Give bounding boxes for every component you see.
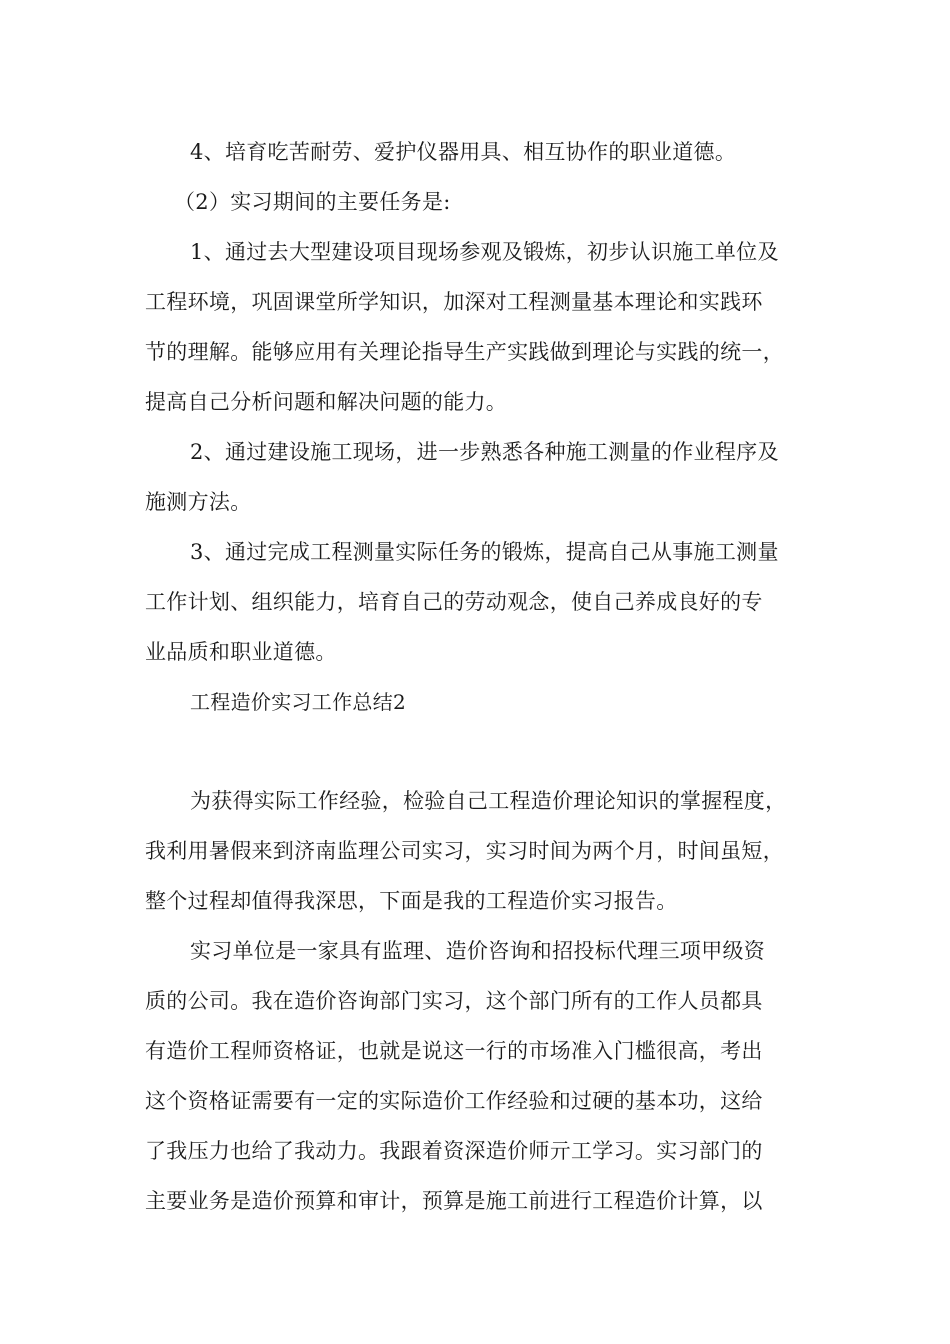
- text-line: 提高自己分析问题和解决问题的能力。: [145, 390, 508, 414]
- text-line: 工程环境，巩固课堂所学知识，加深对工程测量基本理论和实践环: [145, 290, 763, 314]
- text-line: 4、培育吃苦耐劳、爱护仪器用具、相互协作的职业道德。: [190, 140, 737, 164]
- text-line: 节的理解。能够应用有关理论指导生产实践做到理论与实践的统一，: [145, 340, 784, 364]
- text-line: 2、通过建设施工现场，进一步熟悉各种施工测量的作业程序及: [190, 440, 779, 464]
- text-line: 了我压力也给了我动力。我跟着资深造价师亓工学习。实习部门的: [145, 1139, 763, 1163]
- text-line: 这个资格证需要有一定的实际造价工作经验和过硬的基本功，这给: [145, 1089, 763, 1113]
- text-line: 工作计划、组织能力，培育自己的劳动观念，使自己养成良好的专: [145, 590, 763, 614]
- text-line: 施测方法。: [145, 490, 252, 514]
- text-line: 整个过程却值得我深思，下面是我的工程造价实习报告。: [145, 889, 678, 913]
- text-line: 我利用暑假来到济南监理公司实习，实习时间为两个月，时间虽短，: [145, 839, 784, 863]
- text-line: 3、通过完成工程测量实际任务的锻炼，提高自己从事施工测量: [190, 540, 779, 564]
- text-line: 质的公司。我在造价咨询部门实习，这个部门所有的工作人员都具: [145, 989, 763, 1013]
- text-line: （2）实习期间的主要任务是:: [174, 190, 451, 214]
- text-line: 业品质和职业道德。: [145, 640, 337, 664]
- text-line: 实习单位是一家具有监理、造价咨询和招投标代理三项甲级资: [190, 939, 766, 963]
- text-line: 1、通过去大型建设项目现场参观及锻炼，初步认识施工单位及: [190, 240, 779, 264]
- text-line: 有造价工程师资格证，也就是说这一行的市场准入门槛很高，考出: [145, 1039, 763, 1063]
- section-heading: 工程造价实习工作总结2: [190, 690, 407, 714]
- text-line: 主要业务是造价预算和审计，预算是施工前进行工程造价计算，以: [145, 1189, 763, 1213]
- text-line: 为获得实际工作经验，检验自己工程造价理论知识的掌握程度，: [190, 789, 787, 813]
